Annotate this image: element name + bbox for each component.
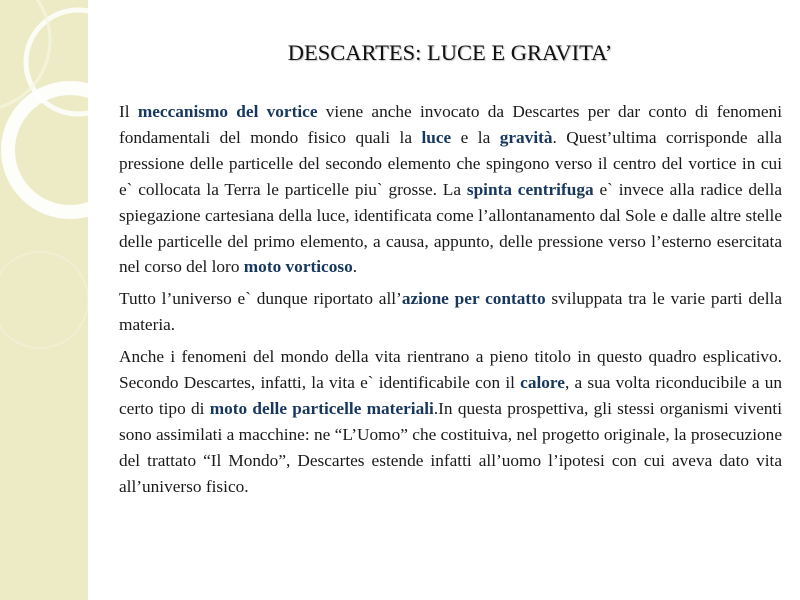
decorative-circles-graphic bbox=[0, 0, 88, 600]
term-moto-vorticoso: moto vorticoso bbox=[243, 257, 353, 277]
term-moto-delle-particelle-materiali: moto delle particelle materiali bbox=[209, 398, 434, 418]
slide-body bbox=[119, 99, 782, 506]
text-run: e` invece alla radice della spiegazione cartesiana della luce, identificata come l’allontanamento dal Sole e dalle altre stelle delle particelle del primo elemento, a causa, appunto, delle pressione verso l’esterno esercitata nel corso del loro bbox=[119, 179, 782, 277]
term-gravita: gravità bbox=[499, 127, 553, 147]
text-run: Tutto l’universo e` dunque riportato all’ bbox=[119, 289, 402, 309]
text-run: sviluppata tra le varie parti della materia. bbox=[119, 289, 782, 335]
term-calore: calore bbox=[520, 373, 565, 393]
paragraph-life bbox=[119, 344, 782, 499]
slide-title: DESCARTES: LUCE E GRAVITA’ bbox=[287, 40, 613, 65]
term-spinta-centrifuga: spinta centrifuga bbox=[466, 179, 594, 199]
decorative-sidebar bbox=[0, 0, 88, 600]
text-run: . bbox=[352, 257, 358, 277]
term-luce: luce bbox=[421, 127, 452, 147]
text-run: . Quest’ultima corrisponde alla pressione delle particelle del secondo elemento che spingono verso il centro del vortice in cui e` collocata la Terra le particelle piu` grosse. La bbox=[119, 127, 782, 199]
paragraph-vortex bbox=[119, 99, 782, 280]
text-run: Il bbox=[119, 102, 138, 121]
term-meccanismo-del-vortice: meccanismo del vortice bbox=[137, 102, 318, 121]
text-run: , a sua volta riconducibile a un certo tipo di bbox=[119, 373, 782, 418]
text-run: viene anche invocato da Descartes per dar conto di fenomeni fondamentali del mondo fisico quali la bbox=[119, 102, 782, 147]
term-azione-per-contatto: azione per contatto bbox=[401, 289, 546, 309]
text-run: Anche i fenomeni del mondo della vita rientrano a pieno titolo in questo quadro esplicativo. Secondo Descartes, infatti, la vita e` identificabile con il bbox=[119, 347, 782, 393]
text-run: e la bbox=[451, 127, 500, 147]
paragraph-contact-action bbox=[119, 286, 782, 338]
text-run: .In questa prospettiva, gli stessi organismi viventi sono assimilati a macchine: ne “L’Uomo” che costituiva, nel progetto originale, la prosecuzione del trattato “Il Mondo”, Descartes estende infatti all’uomo l’ipotesi con cui aveva dato vita all’universo fisico. bbox=[119, 398, 782, 496]
